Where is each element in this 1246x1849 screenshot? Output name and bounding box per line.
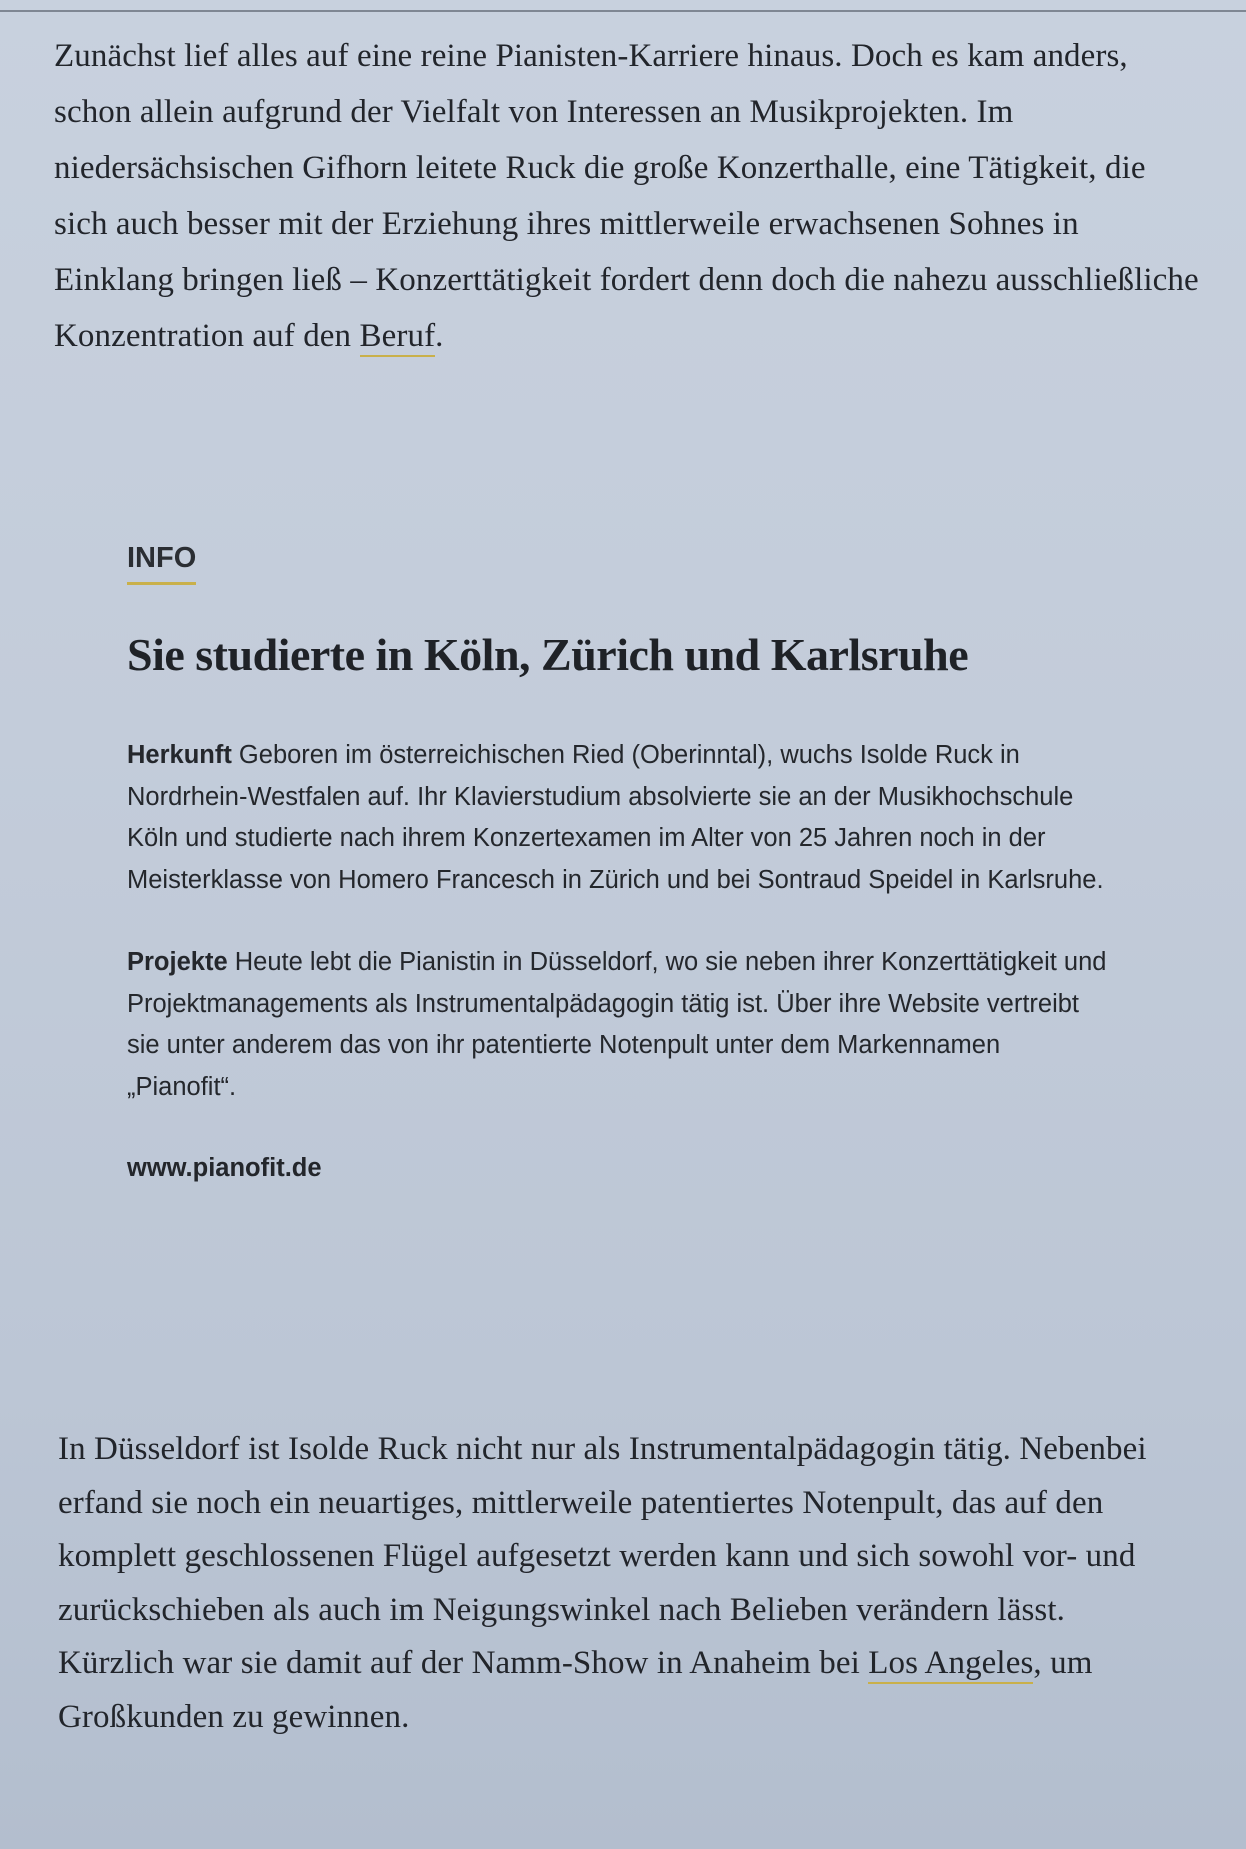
- info-title: Sie studierte in Köln, Zürich und Karlsruhe: [127, 629, 969, 680]
- info-origin-paragraph: [127, 735, 1107, 901]
- info-projects-paragraph: [127, 942, 1107, 1108]
- projects-text: Heute lebt die Pianistin in Düsseldorf, wo sie neben ihrer Konzerttätigkeit und Projektmanagements als Instrumentalpädagogin tätig ist. Über ihre Website vertreibt sie unter anderem das von ihr patentierte Notenpult unter dem Markennamen „Pianofit“.: [127, 948, 1107, 1101]
- origin-lead: Herkunft: [127, 741, 232, 769]
- intro-text: Zunächst lief alles auf eine reine Pianisten-Karriere hinaus. Doch es kam anders, schon allein aufgrund der Vielfalt von Interessen an Musikprojekten. Im niedersächsischen Gifhorn leitete Ruck die große Konzerthalle, eine Tätigkeit, die sich auch besser mit der Erziehung ihres mittlerweile erwachsenen Sohnes in Einklang bringen ließ – Konzerttätigkeit fordert denn doch die nahezu ausschließliche Konzentration auf den: [54, 38, 1199, 354]
- website-link[interactable]: www.pianofit.de: [127, 1154, 322, 1182]
- info-box: [127, 540, 1127, 1186]
- closing-text-end: , um Großkunden zu gewinnen.: [58, 1645, 1093, 1735]
- intro-text-end: .: [435, 318, 444, 354]
- top-divider: [0, 10, 1246, 12]
- closing-text: In Düsseldorf ist Isolde Ruck nicht nur als Instrumentalpädagogin tätig. Nebenbei erfand sie noch ein neuartiges, mittlerweile patentiertes Notenpult, das auf den komplett geschlossenen Flügel aufgesetzt werden kann und sich sowohl vor- und zurückschieben als auch im Neigungswinkel nach Belieben verändern lässt. Kürzlich war sie damit auf der Namm-Show in Anaheim bei: [58, 1431, 1147, 1681]
- info-label: INFO: [127, 540, 196, 585]
- los-angeles-link[interactable]: Los Angeles: [868, 1645, 1033, 1684]
- intro-paragraph: [54, 28, 1204, 364]
- beruf-link[interactable]: Beruf: [360, 318, 436, 357]
- closing-paragraph: [58, 1423, 1178, 1744]
- origin-text: Geboren im österreichischen Ried (Oberinntal), wuchs Isolde Ruck in Nordrhein-Westfalen auf. Ihr Klavierstudium absolvierte sie an der Musikhochschule Köln und studierte nach ihrem Konzertexamen im Alter von 25 Jahren noch in der Meisterklasse von Homero Francesch in Zürich und bei Sontraud Speidel in Karlsruhe.: [127, 741, 1104, 894]
- projects-lead: Projekte: [127, 948, 228, 976]
